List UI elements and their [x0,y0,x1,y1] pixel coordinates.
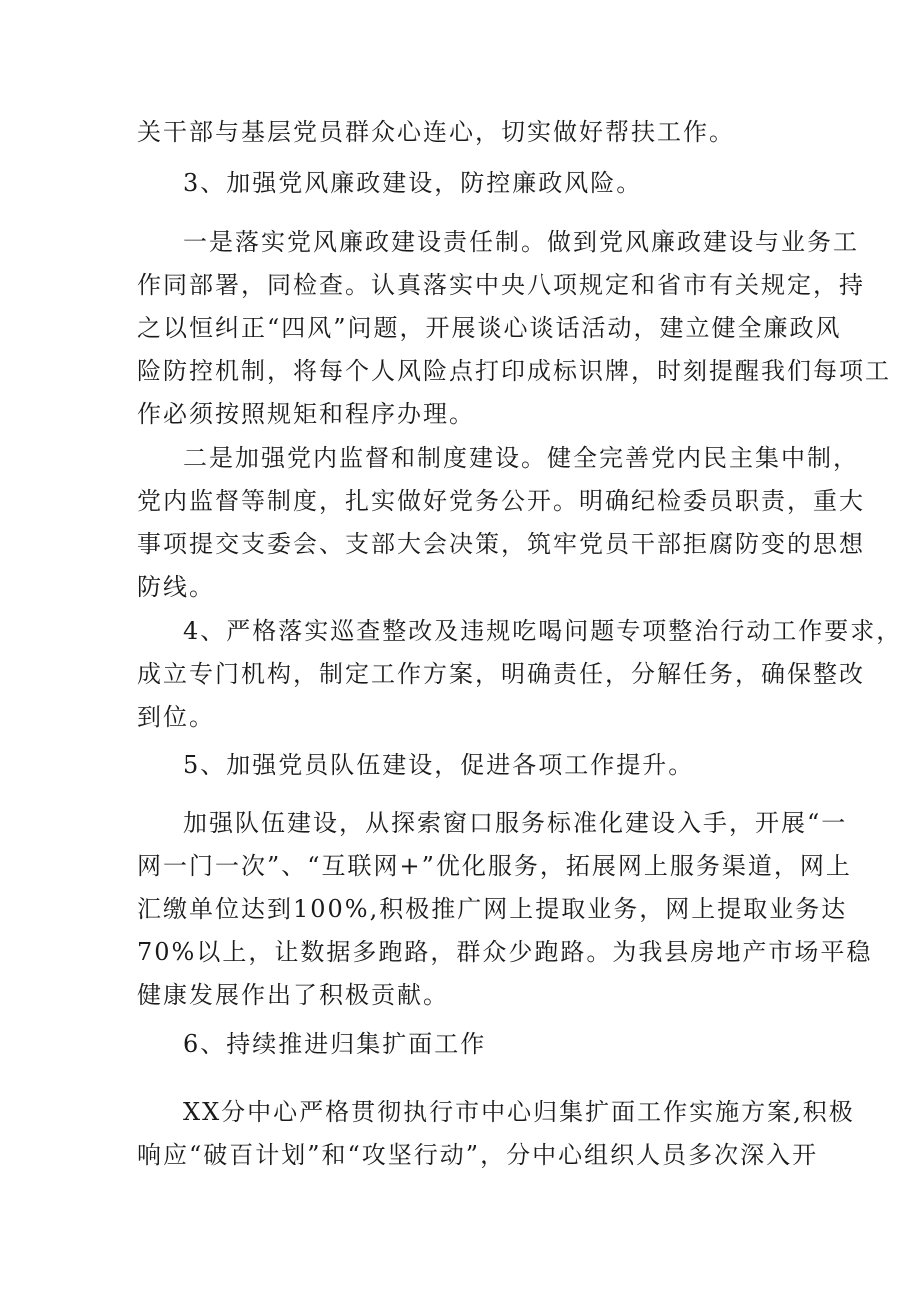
text-line: 成立专门机构，制定工作方案，明确责任，分解任务，确保整改 [137,660,865,688]
text-line: 关干部与基层党员群众心连心，切实做好帮扶工作。 [137,118,735,146]
text-line: 一是落实党风廉政建设责任制。做到党风廉政建设与业务工 [183,228,859,256]
section-heading: 6、持续推进归集扩面工作 [183,1030,487,1058]
text-line: 之以恒纠正“四风”问题，开展谈心谈话活动，建立健全廉政风 [137,314,842,342]
text-line: 作必须按照规矩和程序办理。 [137,400,475,428]
text-line: 健康发展作出了积极贡献。 [137,981,449,1009]
text-line: 响应“破百计划”和“攻坚行动”，分中心组织人员多次深入开 [137,1141,819,1169]
text-line: 党内监督等制度，扎实做好党务公开。明确纪检委员职责，重大 [137,487,865,515]
text-line: XX分中心严格贯彻执行市中心归集扩面工作实施方案,积极 [183,1098,855,1126]
text-line: 加强队伍建设，从探索窗口服务标准化建设入手，开展“一 [183,809,848,837]
text-line: 二是加强党内监督和制度建设。健全完善党内民主集中制， [183,444,859,472]
text-line: 险防控机制，将每个人风险点打印成标识牌，时刻提醒我们每项工 [137,357,891,385]
text-line: 汇缴单位达到100%,积极推广网上提取业务，网上提取业务达 [137,895,848,923]
text-line: 事项提交支委会、支部大会决策，筑牢党员干部拒腐防变的思想 [137,530,865,558]
section-heading: 5、加强党员队伍建设，促进各项工作提升。 [183,751,695,779]
text-line: 到位。 [137,703,215,731]
text-line: 作同部署，同检查。认真落实中央八项规定和省市有关规定，持 [137,271,865,299]
text-line: 防线。 [137,573,215,601]
text-line: 网一门一次”、“互联网+”优化服务，拓展网上服务渠道，网上 [137,852,852,880]
text-line: 70%以上，让数据多跑路，群众少跑路。为我县房地产市场平稳 [137,938,873,966]
section-heading: 3、加强党风廉政建设，防控廉政风险。 [183,169,643,197]
section-heading: 4、严格落实巡查整改及违规吃喝问题专项整治行动工作要求， [183,617,903,645]
